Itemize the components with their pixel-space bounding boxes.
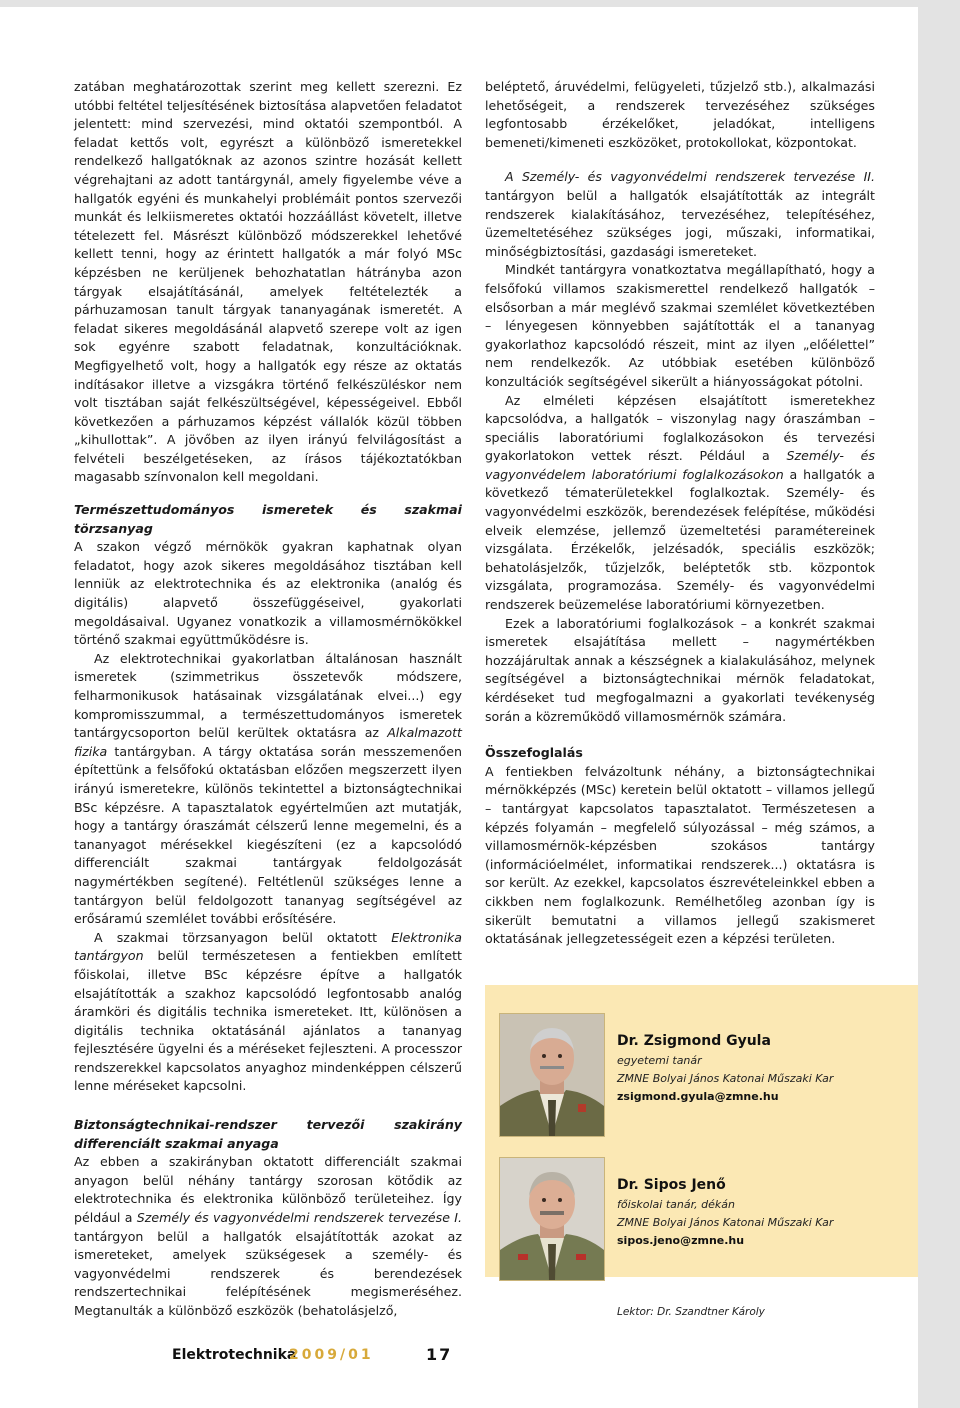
paragraph: Az ebben a szakirányban oktatott differenciált szakmai anyagon belül néhány tantárgy szorosan kötődik az elektrotechnika és elektronika különböző területeihez. Így például a Személy és vagyonvédelmi rendszerek tervezése I. tantárgyon belül a hallgatók elsajátították azokat az ismereteket, amelyek szükségesek a személy- és vagyonvédelmi rendszerek és berendezések rendszertechnikai felépítésének megismeréséhez. Megtanulták a különböző eszközök (behatolásjelző, — [74, 1154, 462, 1318]
paragraph: A Személy- és vagyonvédelmi rendszerek tervezése II. tantárgyon belül a hallgatók elsajátították az integrált rendszerek kialakításához, tervezéséhez, telepítéséhez, üzemeltetéséhez szükséges jogi, műszaki, informatikai, minőségbiztosítási, gazdasági ismereteket. — [485, 169, 875, 259]
author-title: főiskolai tanár, dékán — [617, 1198, 735, 1211]
paragraph: Mindkét tantárgyra vonatkoztatva megállapítható, hogy a felsőfokú villamos szakismerettel rendelkező hallgatók – elsősorban a már meglévő szakmai szemlélet következtében – lényegesen könnyebben sajátították el a tananyag gyakorlathoz kapcsolódó részeit, mint az ilyen „előélettel” nem rendelkezők. Az utóbbiak esetében különböző konzultációk segítségével sikerült a hiányosságokat pótolni. — [485, 262, 875, 389]
footer-journal-name: Elektrotechnika — [172, 1347, 297, 1363]
paragraph: A szakmai törzsanyagon belül oktatott Elektronika tantárgyon belül természetesen a fentiekben említett főiskolai, illetve BSc képzésre építve a hallgatók elsajátították a szakhoz kapcsolódó legfontosabb analóg áramköri és digitális technika ismereteket. Itt, különösen a digitális technika oktatásánál ajánlatos a tananyag fejlesztésére ügyelni és a méréseket fejleszteni. A processzor rendszerekkel kapcsolatos anyaghoz mindenképpen célszerű lenne méréseket kapcsolni. — [74, 929, 462, 1094]
author-name: Dr. Sipos Jenő — [617, 1177, 726, 1193]
page-right-edge — [918, 0, 960, 1408]
paragraph: zatában meghatározottak szerint meg kellett szerezni. Ez utóbbi feltétel teljesítésének biztosítása alapvetően feladatot jelentett: mind szervezési, mind oktatói szempontból. A feladat kettős volt, egyrészt a különböző ismeretekkel rendelkező hallgatóknak az azonos szintre hozását kellett végrehajtani az adott tantárgynál, amely figyelembe véve a hallgatók egyéni és munkahelyi problémáit pontos szervezői munkát és lelkiismeretes oktatói hozzáállást követelt, illetve tételezett fel. Másrészt különböző módszerekkel lehetővé kellett tenni, hogy az érintett hallgatók a már folyó MSc képzésben ne kerüljenek behozhatatlan hátrányba azon tárgyak elsajátításánál, amelyek feltételezték a párhuzamosan tanult tárgyak tananyagának ismeretét. A feladat sikeres megoldásánál alapvető szerepe volt az igen sok egyénre szabott feladatnak, konzultációknak. Megfigyelhető volt, hogy a hallgatók egy része az oktatás indításakor illetve a vizsgákra történő felkészüléskor nem volt tisztában saját felkészültségével, képességeivel. Ebből következően a párhuzamos képzést vállalók közül többen „kihullottak”. A jövőben az ilyen irányú felvilágosítást a felvételi beszélgetéseken, az írásos tájékoztatókban magasabb színvonalon kell megoldani. — [74, 79, 462, 485]
reviewer-note: Lektor: Dr. Szandtner Károly — [617, 1306, 765, 1318]
author-email[interactable]: sipos.jeno@zmne.hu — [617, 1234, 745, 1247]
author-title: egyetemi tanár — [617, 1054, 702, 1067]
paragraph: beléptető, áruvédelmi, felügyeleti, tűzjelző stb.), alkalmazási lehetőségeit, a rendszerek tervezéséhez szükséges legfontosabb érzékelőket, jeladókat, intelligens bemeneti/kimeneti eszközöket, protokollokat, központokat. — [485, 79, 875, 150]
section-heading: Biztonságtechnikai-rendszer tervezői szakirány differenciált szakmai anyaga — [74, 1117, 462, 1151]
author-affiliation: ZMNE Bolyai János Katonai Műszaki Kar — [617, 1072, 834, 1085]
section-heading: Természettudományos ismeretek és szakmai törzsanyag — [74, 502, 462, 536]
author-email[interactable]: zsigmond.gyula@zmne.hu — [617, 1090, 779, 1103]
page-number: 17 — [426, 1345, 453, 1364]
right-column — [485, 78, 875, 949]
paragraph: A fentiekben felvázoltunk néhány, a biztonságtechnikai mérnökképzés (MSc) keretein belül oktatott – villamos jellegű – tantárgyat kapcsolatos tapasztalatot. Természetesen a képzés folyamán – megfelelő súlyozással – még számos, a villamosmérnök-képzésben szokásos tantárgy (információelmélet, informatikai rendszerek...) oktatásra is sor került. Az ezekkel, kapcsolatos észrevételeinkkel ebben a cikkben nem foglalkozunk. Remélhetőleg azonban így is sikerült bemutatni a villamos jellegű szakismeret oktatásának jellegzetességeit ezen a képzési területen. — [485, 763, 875, 947]
paragraph: A szakon végző mérnökök gyakran kaphatnak olyan feladatot, hogy azok sikeres megoldásához tisztában kell lenniük az elektrotechnika és az elektronika (analóg és digitális) alapvető összefüggéseivel, gyakorlati megoldásaival. Ugyanez vonatkozik a villamosmérnökökkel történő szakmai együttműködésre is. — [74, 539, 462, 648]
paragraph: Ezek a laboratóriumi foglalkozások – a konkrét szakmai ismeretek elsajátítása mellett – nagymértékben hozzájárultak annak a készségnek a kialakulásához, melynek segítségével a biztonságtechnikai mérnök feladatokat, kérdéseket tud megfogalmazni a gyakorlati tevékenység során a közreműködő villamosmérnök számára. — [485, 615, 875, 724]
author-affiliation: ZMNE Bolyai János Katonai Műszaki Kar — [617, 1216, 834, 1229]
page-top-edge — [0, 0, 918, 7]
left-column — [74, 78, 462, 1321]
section-heading: Összefoglalás — [485, 745, 583, 761]
author-name: Dr. Zsigmond Gyula — [617, 1033, 771, 1049]
paragraph: Az elektrotechnikai gyakorlatban általánosan használt ismeretek (szimmetrikus összetevők módszere, felharmonikusok hatásainak vizsgálatának elvei...) egy kompromisszummal, a természettudományos ismeretek tantárgycsoporton belül kerültek oktatásra az Alkalmazott fizika tantárgyban. A tárgy oktatása során messzemenően építettünk a felsőfokú oktatásban előzően megszerzett ilyen irányú ismeretekre, különös tekintettel a biztonságtechnikai BSc képzésre. A tapasztalatok egyértelműen azt mutatják, hogy a tantárgy óraszámát célszerű lenne megemelni, és a tananyagot mérésekkel kiegészíteni (ez a kapcsolódó differenciált szakmai tantárgyak feldolgozását nagymértékben segítené). Feltétlenül szükséges lenne a tantárgyon belül feldolgozott tananyag segítségével az erősáramú szemlélet további erősítésére. — [74, 650, 462, 927]
author-photo-zsigmond — [499, 1013, 605, 1137]
author-box — [485, 985, 918, 1277]
footer-issue: 2009/01 — [289, 1347, 374, 1363]
paragraph: Az elméleti képzésen elsajátított ismeretekhez kapcsolódva, a hallgatók – viszonylag nagy óraszámban – speciális laboratóriumi foglalkozásokon és tervezési gyakorlatokon vettek részt. Például a Személy- és vagyonvédelem laboratóriumi foglalkozásokon a hallgatók a következő tématerületekkel foglalkoztak. Személy- és vagyonvédelmi eszközök, berendezések felépítése, működési elveik elemzése, jellemző üzemeltetési paramétereinek vizsgálata. Érzékelők, jelzésadók, speciális eszközök; behatolásjelzők, tűzjelzők, beléptetők stb. központok vizsgálata, programozása. Személy- és vagyonvédelmi rendszerek beüzemelése laboratóriumi környezetben. — [485, 392, 875, 613]
author-photo-sipos — [499, 1157, 605, 1281]
